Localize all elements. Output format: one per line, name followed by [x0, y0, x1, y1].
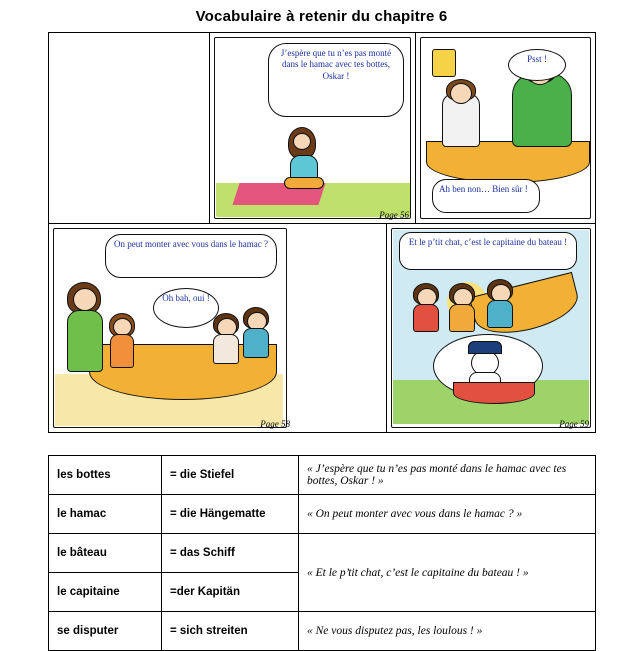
- table-row: [49, 534, 596, 573]
- example-sentence: « Et le p’tit chat, c’est le capitaine du bateau ! »: [299, 534, 596, 612]
- comic-panel-blank-left: [49, 33, 209, 223]
- speech-bubble-5: Oh bah, oui !: [153, 288, 219, 328]
- comic-panel-5: [386, 224, 595, 432]
- example-sentence: « J’espère que tu n’es pas monté dans le hamac avec tes bottes, Oskar ! »: [299, 456, 596, 495]
- page-label-row1: Page 56: [379, 210, 409, 220]
- german-term: = das Schiff: [162, 534, 299, 573]
- french-term: se disputer: [49, 612, 162, 651]
- speech-bubble-4: On peut monter avec vous dans le hamac ?: [105, 234, 277, 278]
- german-term: = sich streiten: [162, 612, 299, 651]
- table-row: [49, 495, 596, 534]
- comic-row-2: [49, 224, 595, 432]
- vocabulary-table: [48, 455, 596, 651]
- speech-bubble-1: J’espère que tu n’es pas monté dans le hamac avec tes bottes, Oskar !: [268, 43, 404, 117]
- french-term: les bottes: [49, 456, 162, 495]
- german-term: = die Hängematte: [162, 495, 299, 534]
- comic-strip: [48, 32, 596, 433]
- speech-bubble-6: Et le p’tit chat, c’est le capitaine du bateau !: [399, 232, 577, 270]
- example-sentence: « On peut monter avec vous dans le hamac ? »: [299, 495, 596, 534]
- speech-bubble-2: Psst !: [508, 49, 566, 81]
- comic-panel-1: [209, 33, 415, 223]
- comic-panel-2: [415, 33, 595, 223]
- french-term: le hamac: [49, 495, 162, 534]
- french-term: le capitaine: [49, 573, 162, 612]
- comic-panel-4: [49, 224, 386, 432]
- table-row: [49, 456, 596, 495]
- page-label-row2-left: Page 58: [260, 419, 290, 429]
- head: [450, 83, 472, 104]
- example-sentence: « Ne vous disputez pas, les loulous ! »: [299, 612, 596, 651]
- french-term: le bâteau: [49, 534, 162, 573]
- boat-hammock: [426, 141, 590, 183]
- boot: [432, 49, 456, 77]
- page-label-row2-right: Page 59: [559, 419, 589, 429]
- speech-bubble-3: Ah ben non… Bien sûr !: [432, 179, 540, 213]
- page-title: Vocabulaire à retenir du chapitre 6: [195, 8, 448, 25]
- german-term: =der Kapitän: [162, 573, 299, 612]
- small-boat: [453, 382, 535, 404]
- comic-row-1: [49, 33, 595, 224]
- german-term: = die Stiefel: [162, 456, 299, 495]
